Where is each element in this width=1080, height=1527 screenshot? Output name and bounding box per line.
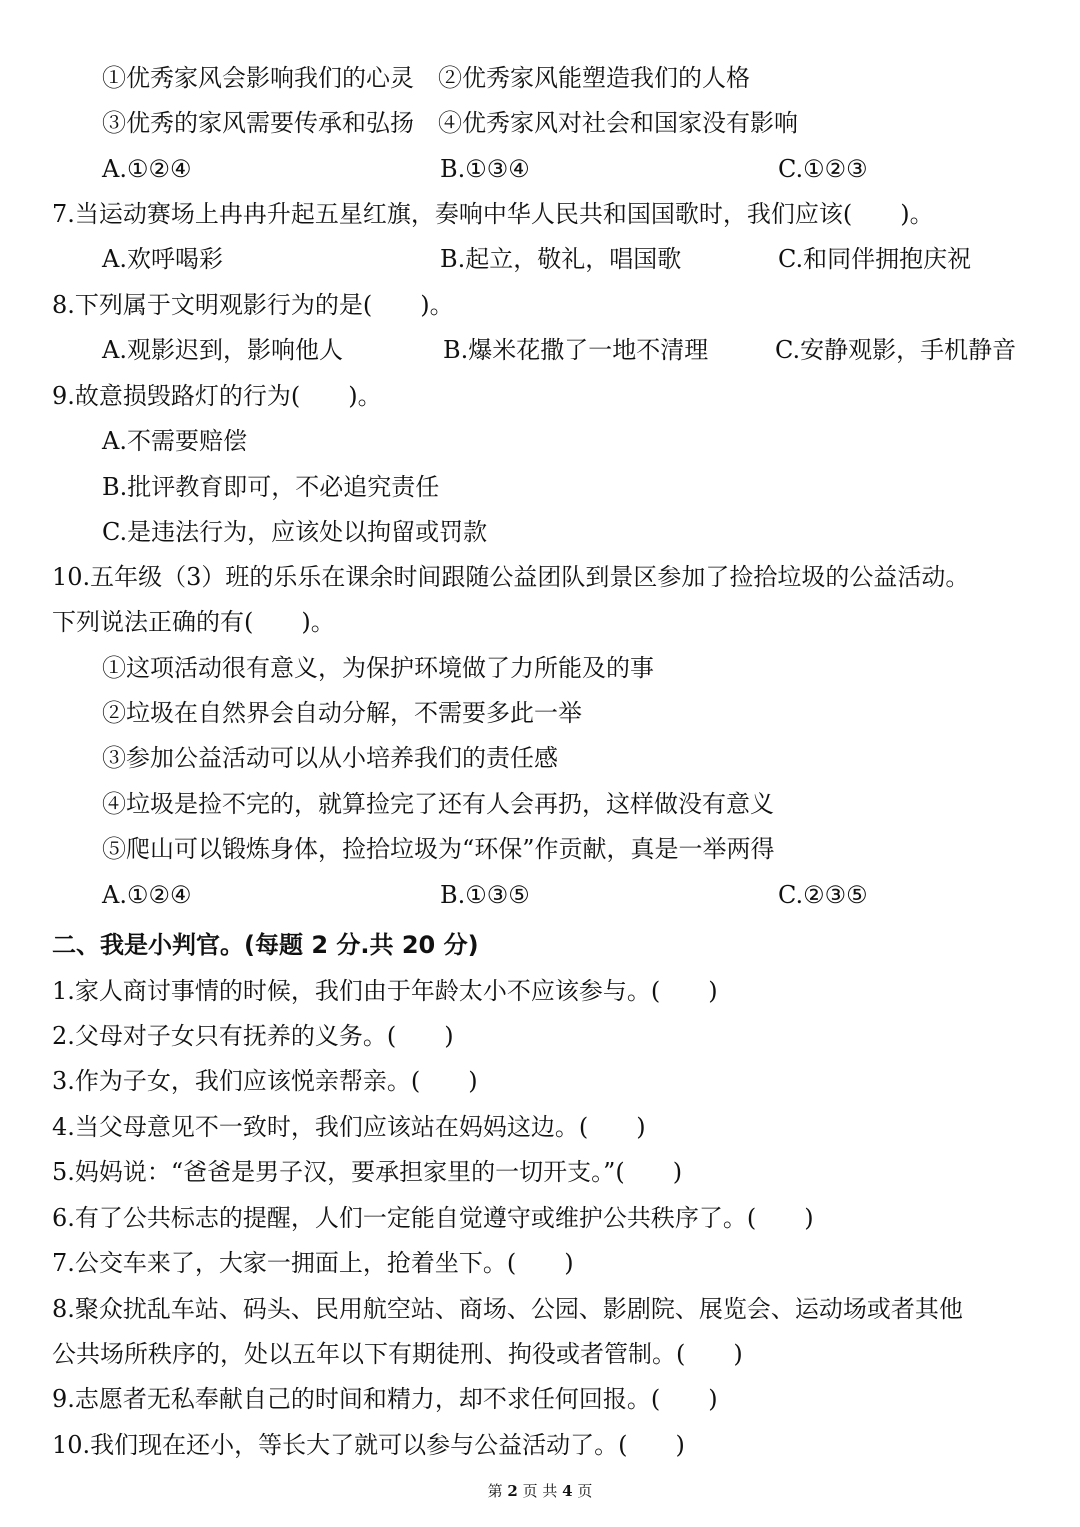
judge-item-8-line-2: 公共场所秩序的，处以五年以下有期徒刑、拘役或者管制。( ) [52, 1340, 743, 1368]
q9-choice-a: A.不需要赔偿 [102, 427, 247, 455]
section-2-heading: 二、我是小判官。(每题 2 分.共 20 分) [52, 931, 479, 959]
footer-prefix: 第 [487, 1482, 503, 1500]
q10-statement-1: ①这项活动很有意义，为保护环境做了力所能及的事 [102, 654, 654, 682]
q8-choice-c: C.安静观影，手机静音 [775, 336, 1017, 364]
judge-item-3: 3.作为子女，我们应该悦亲帮亲。( ) [52, 1067, 478, 1095]
q10-statement-5: ⑤爬山可以锻炼身体，捡拾垃圾为“环保”作贡献，真是一举两得 [102, 835, 775, 863]
q10-stem-line-1: 10.五年级（3）班的乐乐在课余时间跟随公益团队到景区参加了捡拾垃圾的公益活动。 [52, 563, 970, 591]
q9-choice-b: B.批评教育即可，不必追究责任 [102, 473, 440, 501]
q6-options-line-2: ③优秀的家风需要传承和弘扬 ④优秀家风对社会和国家没有影响 [102, 109, 798, 137]
judge-item-2: 2.父母对子女只有抚养的义务。( ) [52, 1022, 454, 1050]
judge-item-5: 5.妈妈说：“爸爸是男子汉，要承担家里的一切开支。”( ) [52, 1158, 683, 1186]
q10-choice-b: B.①③⑤ [440, 881, 530, 909]
judge-item-9: 9.志愿者无私奉献自己的时间和精力，却不求任何回报。( ) [52, 1385, 718, 1413]
judge-item-6: 6.有了公共标志的提醒，人们一定能自觉遵守或维护公共秩序了。( ) [52, 1204, 814, 1232]
judge-item-1: 1.家人商讨事情的时候，我们由于年龄太小不应该参与。( ) [52, 977, 718, 1005]
judge-item-7: 7.公交车来了，大家一拥面上，抢着坐下。( ) [52, 1249, 574, 1277]
q8-stem: 8.下列属于文明观影行为的是( )。 [52, 291, 454, 319]
judge-item-10: 10.我们现在还小，等长大了就可以参与公益活动了。( ) [52, 1431, 685, 1459]
q8-choice-a: A.观影迟到，影响他人 [102, 336, 343, 364]
q7-choice-b: B.起立，敬礼，唱国歌 [440, 245, 682, 273]
q8-choice-b: B.爆米花撒了一地不清理 [443, 336, 709, 364]
footer-total-pages: 4 [562, 1482, 573, 1500]
footer-middle: 页 共 [522, 1482, 558, 1500]
q6-options-line-1: ①优秀家风会影响我们的心灵 ②优秀家风能塑造我们的人格 [102, 64, 750, 92]
judge-item-4: 4.当父母意见不一致时，我们应该站在妈妈这边。( ) [52, 1113, 646, 1141]
q10-choice-c: C.②③⑤ [778, 881, 868, 909]
q10-statement-4: ④垃圾是捡不完的，就算捡完了还有人会再扔，这样做没有意义 [102, 790, 774, 818]
page-footer [0, 1481, 1080, 1501]
q7-stem: 7.当运动赛场上冉冉升起五星红旗，奏响中华人民共和国国歌时，我们应该( )。 [52, 200, 934, 228]
q7-choice-c: C.和同伴拥抱庆祝 [778, 245, 972, 273]
judge-item-8-line-1: 8.聚众扰乱车站、码头、民用航空站、商场、公园、影剧院、展览会、运动场或者其他 [52, 1295, 963, 1323]
q6-choice-a: A.①②④ [102, 155, 192, 183]
q6-choice-b: B.①③④ [440, 155, 530, 183]
footer-suffix: 页 [577, 1482, 593, 1500]
q10-statement-3: ③参加公益活动可以从小培养我们的责任感 [102, 744, 558, 772]
q10-stem-line-2: 下列说法正确的有( )。 [52, 608, 335, 636]
q10-statement-2: ②垃圾在自然界会自动分解，不需要多此一举 [102, 699, 582, 727]
q10-choice-a: A.①②④ [102, 881, 192, 909]
q9-stem: 9.故意损毁路灯的行为( )。 [52, 382, 382, 410]
footer-page-number: 2 [507, 1482, 518, 1500]
q6-choice-c: C.①②③ [778, 155, 868, 183]
q7-choice-a: A.欢呼喝彩 [102, 245, 223, 273]
q9-choice-c: C.是违法行为，应该处以拘留或罚款 [102, 518, 488, 546]
